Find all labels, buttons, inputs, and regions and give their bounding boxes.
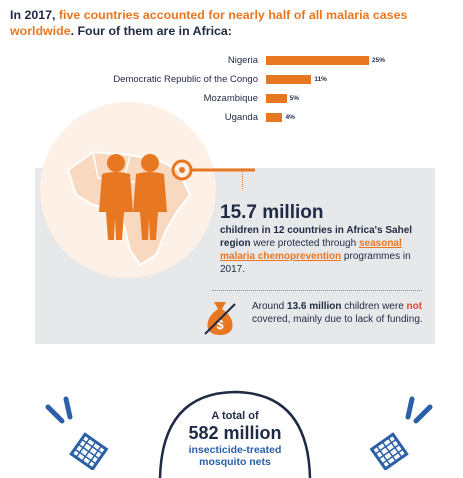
- uncovered-description: [252, 300, 442, 326]
- bar-label: Mozambique: [203, 93, 258, 104]
- bar-value-label: 25%: [372, 57, 386, 64]
- nets-total: A total of: [211, 410, 259, 422]
- uncovered-bold: 13.6 million: [287, 301, 342, 312]
- smc-bold-text: children in 12 countries in Africa's Sahel region: [220, 225, 413, 249]
- smc-link-text: seasonal malaria chemoprevention: [220, 238, 402, 262]
- bar-label: Nigeria: [227, 55, 258, 66]
- uncovered-post: covered, mainly due to lack of funding.: [252, 314, 423, 325]
- smc-mid-text: were protected through: [250, 238, 359, 249]
- dotted-connector: [242, 169, 245, 189]
- headline-part1: In 2017,: [10, 8, 59, 22]
- svg-text:$: $: [216, 317, 224, 332]
- nets-count: 582 million: [188, 423, 282, 443]
- nets-description-2: mosquito nets: [199, 456, 271, 468]
- uncovered-mid: children were: [341, 301, 407, 312]
- connector-icon: [160, 150, 260, 195]
- headline: [10, 7, 450, 39]
- nets-description: insecticide-treated: [188, 444, 282, 456]
- mosquito-net-icon-left: [40, 395, 115, 470]
- bar: [266, 75, 311, 84]
- bar-value-label: 11%: [314, 76, 327, 83]
- bar: [266, 94, 287, 103]
- bar-value-label: 4%: [285, 114, 295, 121]
- headline-accent: five countries accounted for nearly half of all malaria cases worldwide: [10, 8, 408, 38]
- nets-stat: [150, 410, 320, 468]
- bar-label: Uganda: [224, 112, 258, 123]
- uncovered-not: not: [406, 301, 423, 312]
- headline-part2: . Four of them are in Africa:: [70, 24, 232, 38]
- uncovered-pre: Around: [252, 301, 288, 312]
- smc-headline: 15.7 million: [220, 202, 324, 223]
- bar-label: Democratic Republic of the Congo: [113, 74, 258, 85]
- bar: [266, 56, 369, 65]
- smc-description: [220, 224, 435, 276]
- money-bag-crossed-icon: [203, 298, 237, 336]
- smc-end-text: programmes in 2017.: [220, 251, 411, 275]
- bar-value-label: 5%: [289, 95, 299, 102]
- dotted-separator: [212, 290, 422, 291]
- mosquito-net-icon-right: [360, 395, 440, 470]
- bar: [266, 113, 282, 122]
